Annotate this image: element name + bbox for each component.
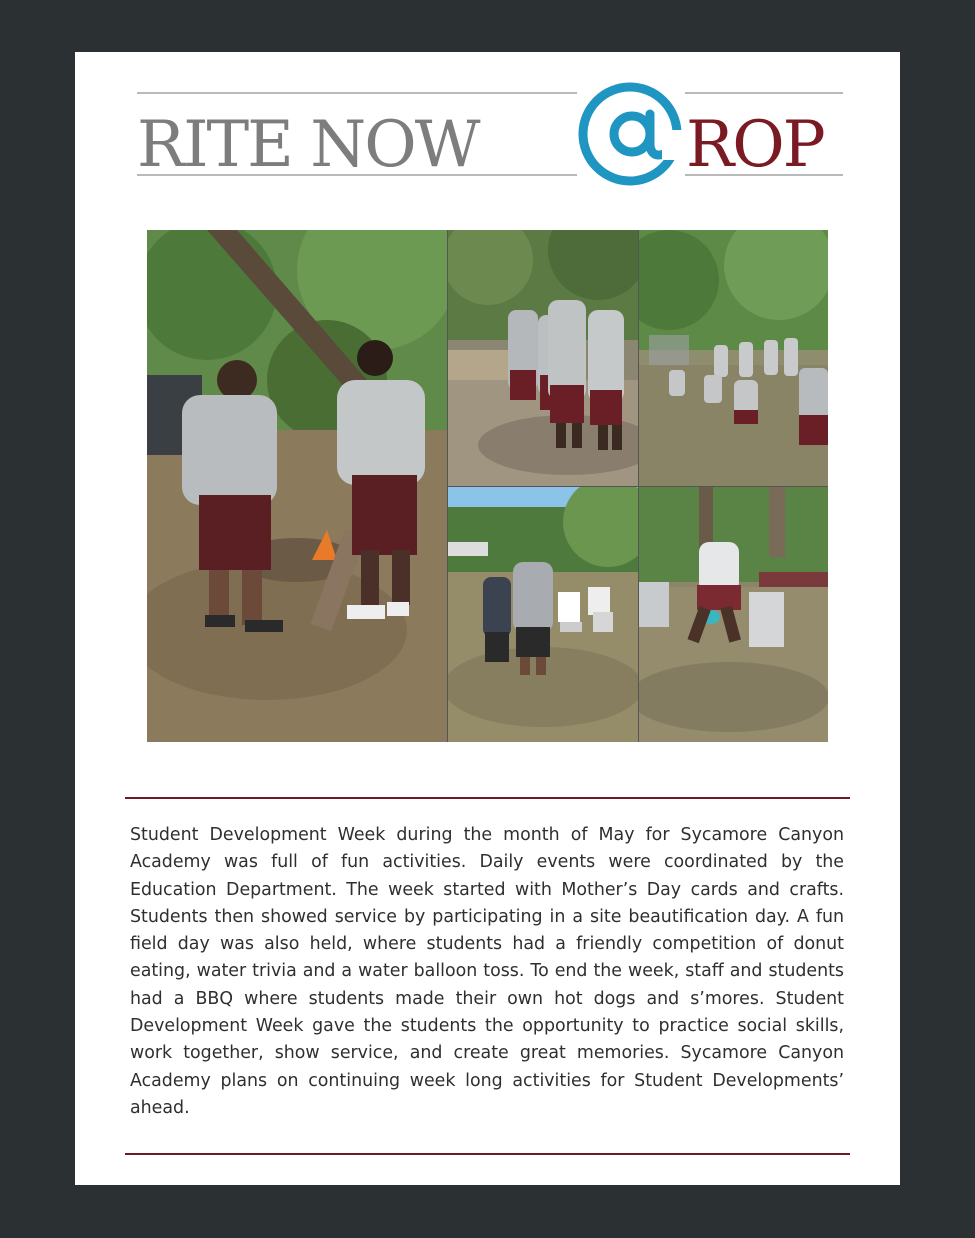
chairs-circle-photo: [448, 487, 638, 742]
campfire-photo: [147, 230, 447, 742]
masthead-title-right: ROP: [686, 108, 824, 182]
newsletter-page: [75, 52, 900, 1185]
amphitheater-photo: [448, 230, 638, 486]
article-body: Student Development Week during the month of May for Sycamore Canyon Academy was full of fun activities. Daily events were coordinated by the Education Department. The week started with Mother’s Day cards and crafts. Students then showed service by participating in a site beautification day. A fun field day was also held, where students had a friendly competition of donut eating, water trivia and a water balloon toss. To end the week, staff and students had a BBQ where students made their own hot dogs and s’mores. Student Development Week gave the students the opportunity to practice social skills, work together, show service, and create great memories. Sycamore Canyon Academy plans on continuing week long activities for Student Developments’ ahead.: [130, 825, 844, 1118]
masthead: [137, 78, 843, 190]
field-group-photo: [639, 230, 828, 486]
photo-collage: [147, 230, 828, 742]
top-divider-rule: [125, 797, 850, 799]
balloon-toss-photo: [639, 487, 828, 742]
at-sign-logo-icon: [574, 78, 686, 190]
bottom-divider-rule: [125, 1153, 850, 1155]
masthead-title-left: RITE NOW: [137, 108, 479, 182]
masthead-top-line-left: [137, 92, 577, 94]
masthead-top-line-right: [685, 92, 843, 94]
